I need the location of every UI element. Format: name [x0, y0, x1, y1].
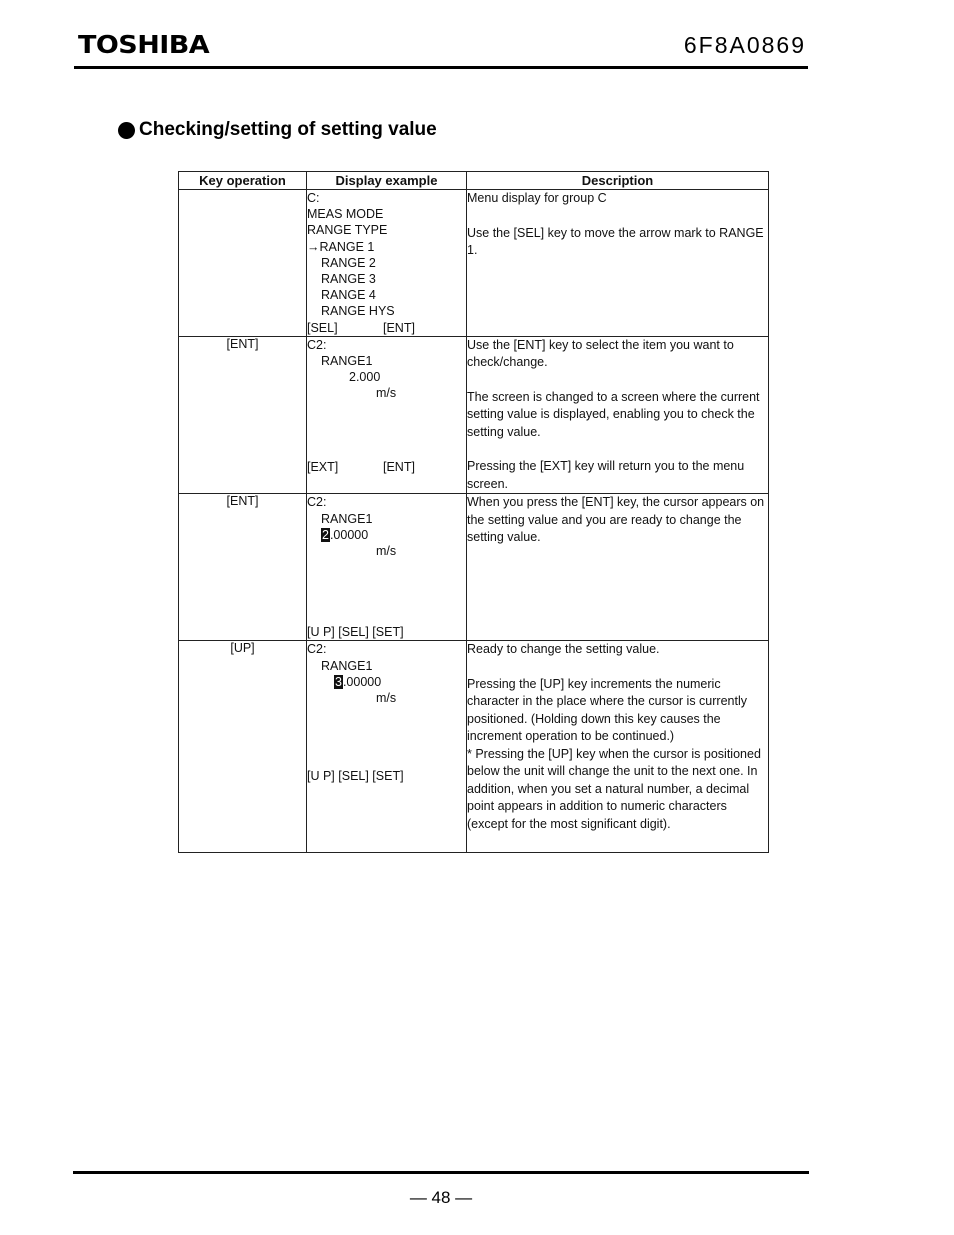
value-digits: .00000: [329, 527, 369, 542]
section-title: [118, 119, 437, 141]
key-operation-cell: [ENT]: [179, 494, 307, 641]
display-softkeys: [307, 320, 466, 336]
page-number: — 48 —: [409, 1188, 473, 1207]
display-unit: m/s: [376, 690, 397, 705]
display-line: C:: [307, 191, 320, 205]
description-paragraph: * Pressing the [UP] key when the cursor is positioned below the unit will change the unit to the next one. In addition, when you set a natural number, a decimal point appears in addition to numeric characters (except for the most significant digit).: [467, 746, 761, 831]
display-line: C2:: [307, 642, 327, 657]
bullet-icon: [118, 122, 135, 139]
display-softkeys: [U P] [SEL] [SET]: [307, 769, 404, 784]
description-paragraph: The screen is changed to a screen where the current setting value is displayed, enabling you to check the setting value.: [467, 389, 760, 439]
table-header-row: [179, 172, 769, 190]
display-example-cell: [307, 336, 467, 494]
column-header-key-operation: Key operation: [179, 172, 307, 190]
display-example-cell: [307, 641, 467, 853]
description-paragraph: Pressing the [UP] key increments the numeric character in the place where the cursor is currently positioned. (Holding down this key causes the increment operation to be continued.): [467, 676, 747, 744]
key-operation-cell: [ENT]: [179, 336, 307, 494]
document-number: 6F8A0869: [683, 32, 806, 58]
display-example-cell: [307, 494, 467, 641]
key-operation-cell: [UP]: [179, 641, 307, 853]
table-row: [179, 494, 769, 641]
display-line: →RANGE 1: [307, 239, 375, 254]
description-cell: [467, 494, 769, 641]
display-line: RANGE TYPE: [307, 223, 388, 238]
softkey-ent: [ENT]: [383, 459, 415, 474]
key-operation-table: [178, 171, 769, 853]
softkey-ext: [EXT]: [307, 459, 339, 474]
display-value: [307, 674, 466, 690]
display-value: 2.000: [349, 370, 381, 385]
display-line: RANGE1: [321, 354, 373, 369]
description-cell: [467, 641, 769, 853]
display-softkeys: [307, 459, 466, 475]
softkey-sel: [SEL]: [307, 320, 338, 335]
description-paragraph: Pressing the [EXT] key will return you to the menu screen.: [467, 459, 745, 491]
display-line: C2:: [307, 495, 327, 510]
display-unit: m/s: [376, 386, 397, 401]
table-row: [179, 641, 769, 853]
display-line: RANGE HYS: [321, 304, 395, 319]
description-paragraph: When you press the [ENT] key, the cursor appears on the setting value and you are ready to change the setting value.: [467, 495, 765, 545]
column-header-description: Description: [467, 172, 769, 190]
key-operation-cell: [179, 190, 307, 337]
header-rule: [74, 66, 808, 69]
cursor-block: 2: [322, 527, 329, 542]
cursor-block: 3: [335, 674, 342, 689]
table-row: [179, 336, 769, 494]
display-line: RANGE 3: [321, 272, 376, 287]
column-header-display-example: Display example: [307, 172, 467, 190]
display-line: RANGE1: [321, 658, 373, 673]
table-row: [179, 190, 769, 337]
display-value: [307, 527, 466, 543]
display-line: RANGE 4: [321, 288, 376, 303]
description-paragraph: Menu display for group C: [467, 191, 607, 205]
softkey-ent: [ENT]: [383, 320, 415, 335]
display-line: RANGE1: [321, 511, 373, 526]
display-unit: m/s: [376, 543, 397, 558]
footer-rule: [73, 1171, 809, 1174]
display-line: RANGE 2: [321, 255, 376, 270]
value-digits: .00000: [342, 674, 382, 689]
toshiba-logo: TOSHIBA: [78, 30, 210, 59]
section-title-text: Checking/setting of setting value: [139, 119, 437, 140]
display-line: MEAS MODE: [307, 207, 384, 222]
display-line: C2:: [307, 337, 327, 352]
description-paragraph: Use the [SEL] key to move the arrow mark to RANGE 1.: [467, 225, 764, 257]
description-paragraph: Use the [ENT] key to select the item you want to check/change.: [467, 337, 734, 370]
display-softkeys: [U P] [SEL] [SET]: [307, 625, 404, 640]
display-example-cell: [307, 190, 467, 337]
description-paragraph: Ready to change the setting value.: [467, 642, 660, 657]
description-cell: [467, 190, 769, 337]
description-cell: [467, 336, 769, 494]
